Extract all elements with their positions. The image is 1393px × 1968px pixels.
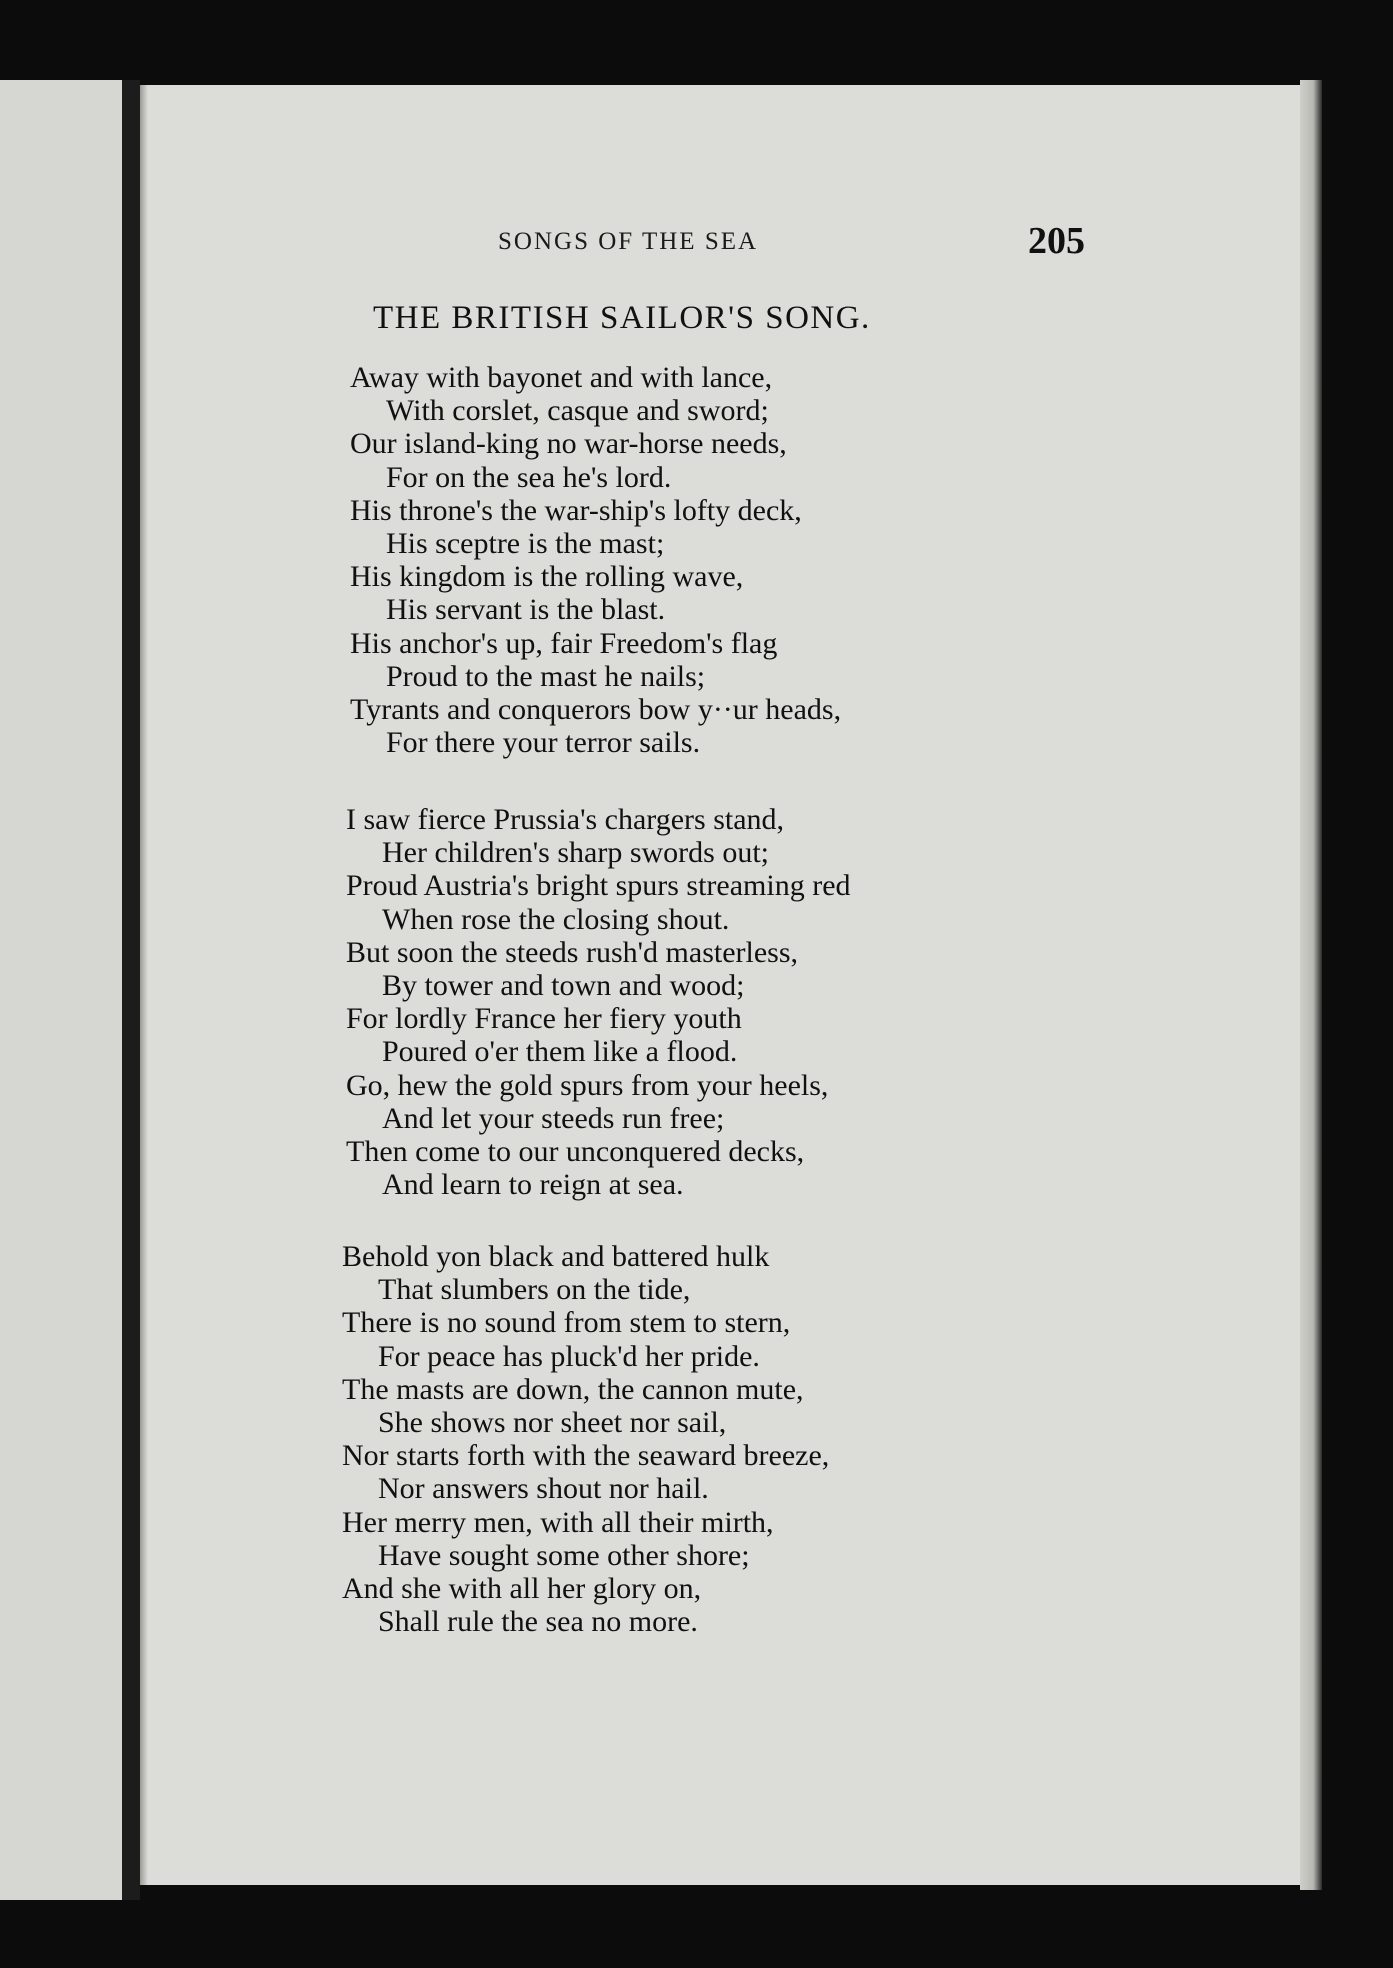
poem-line: There is no sound from stem to stern, (342, 1306, 791, 1340)
poem-line: She shows nor sheet nor sail, (378, 1405, 727, 1439)
gutter-shadow (140, 85, 148, 1885)
poem-line: With corslet, casque and sword; (386, 394, 769, 428)
poem-line: Have sought some other shore; (378, 1538, 750, 1572)
poem-line: And she with all her glory on, (342, 1571, 702, 1605)
poem-line: And let your steeds run free; (382, 1101, 725, 1135)
running-head-title: SONGS OF THE SEA (498, 228, 759, 255)
poem-line: Proud to the mast he nails; (386, 659, 706, 693)
poem-line: Away with bayonet and with lance, (350, 361, 773, 394)
poem-line: Behold yon black and battered hulk (342, 1240, 770, 1273)
poem-line: Poured o'er them like a flood. (382, 1035, 738, 1069)
poem-line: Nor answers shout nor hail. (378, 1472, 709, 1506)
poem-line: And learn to reign at sea. (382, 1168, 684, 1202)
page-fore-edge (1300, 80, 1322, 1890)
poem-line: Proud Austria's bright spurs streaming red (346, 869, 851, 903)
poem-line: Shall rule the sea no more. (378, 1605, 698, 1639)
poem-line: Her merry men, with all their mirth, (342, 1505, 774, 1539)
page-number: 205 (1028, 220, 1085, 262)
stanza (342, 1240, 829, 1638)
poem-line: His servant is the blast. (386, 593, 666, 627)
poem-line: For peace has pluck'd her pride. (378, 1339, 760, 1373)
poem-line: For on the sea he's lord. (386, 460, 672, 494)
stanza (350, 361, 841, 759)
poem-line: But soon the steeds rush'd masterless, (346, 935, 799, 969)
poem-line: That slumbers on the tide, (378, 1273, 691, 1307)
book-gutter (122, 80, 140, 1900)
poem-line: I saw fierce Prussia's chargers stand, (346, 803, 785, 836)
poem-line: Our island-king no war-horse needs, (350, 427, 787, 461)
poem-line: For there your terror sails. (386, 726, 701, 760)
stanza (346, 803, 851, 1201)
poem-line: Her children's sharp swords out; (382, 836, 769, 870)
poem-line: His anchor's up, fair Freedom's flag (350, 626, 778, 660)
poem-line: His sceptre is the mast; (386, 526, 665, 560)
poem-line: Go, hew the gold spurs from your heels, (346, 1068, 829, 1102)
poem-line: His kingdom is the rolling wave, (350, 560, 744, 594)
poem-line: Then come to our unconquered decks, (346, 1134, 805, 1168)
poem-line: For lordly France her fiery youth (346, 1002, 742, 1036)
poem-line: The masts are down, the cannon mute, (342, 1372, 804, 1406)
poem-line: His throne's the war-ship's lofty deck, (350, 493, 802, 527)
poem-line: By tower and town and wood; (382, 968, 745, 1002)
poem-line: Tyrants and conquerors bow y··ur heads, (350, 692, 842, 726)
poem-line: When rose the closing shout. (382, 902, 730, 936)
poem-title: THE BRITISH SAILOR'S SONG. (373, 300, 871, 336)
facing-page-edge (0, 80, 122, 1900)
poem-line: Nor starts forth with the seaward breeze, (342, 1439, 830, 1473)
